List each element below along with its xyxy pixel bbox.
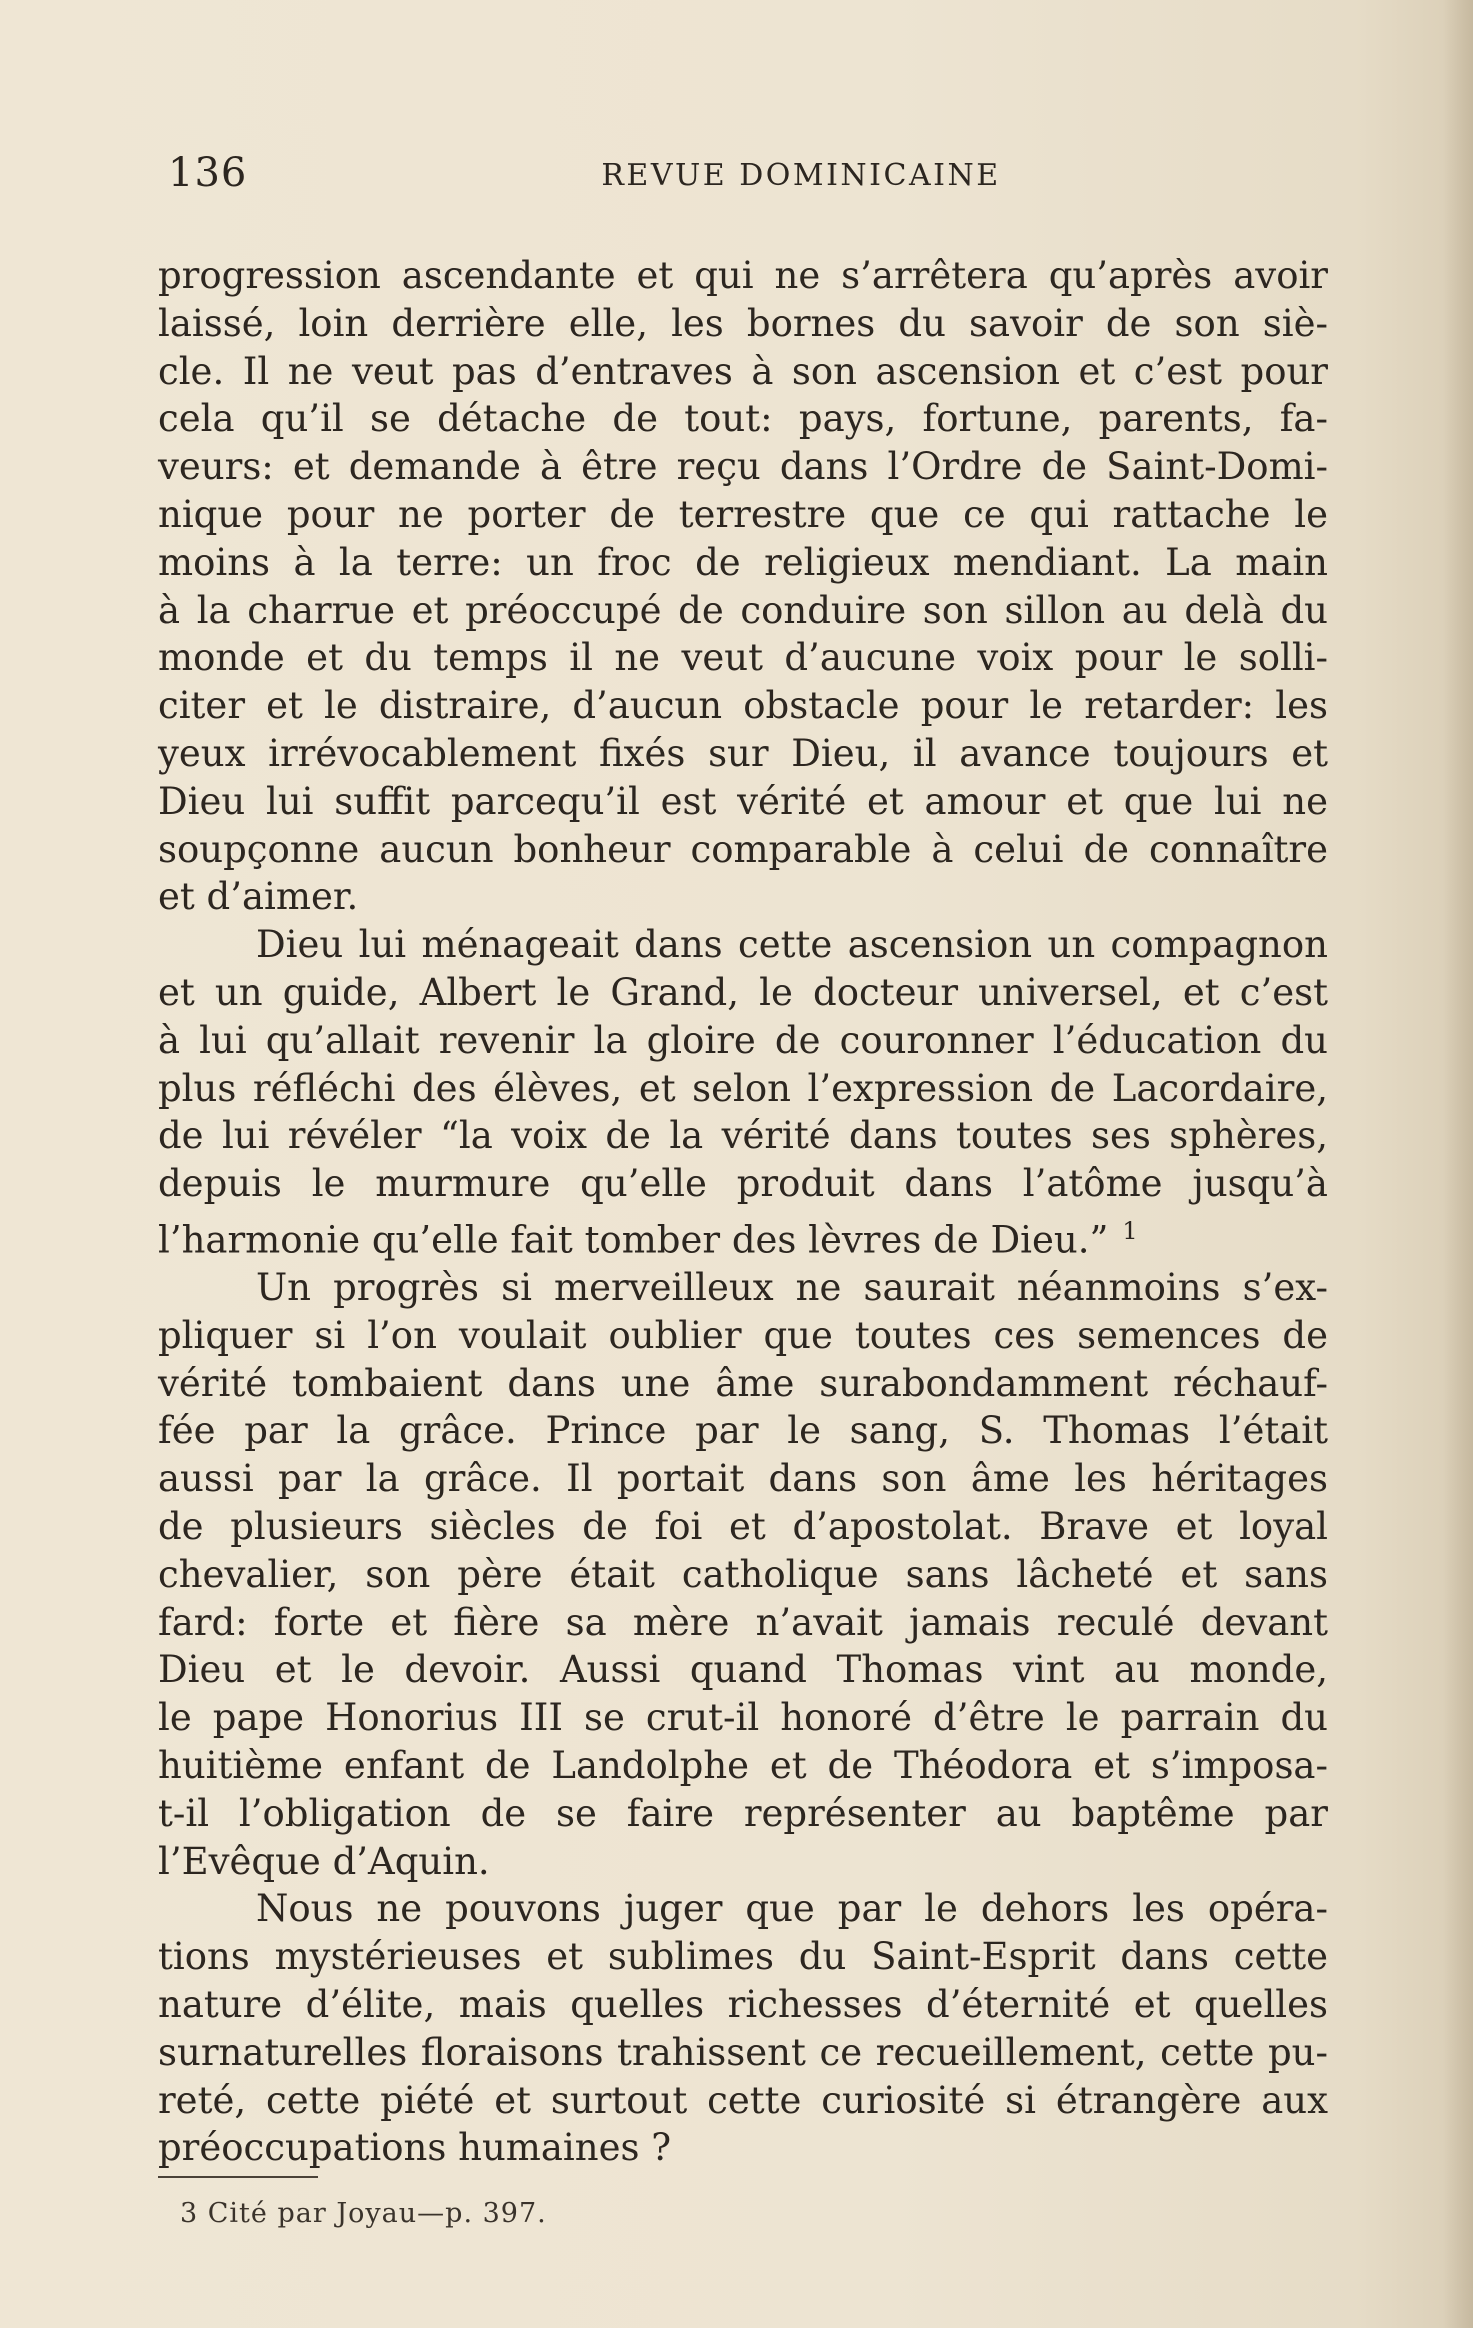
text-line: laissé, loin derrière elle, les bornes du savoir de son siè- — [158, 301, 1328, 345]
paragraph — [158, 921, 1328, 1264]
page-edge-shadow — [1443, 0, 1473, 2328]
text-line: Un progrès si merveilleux ne saurait néanmoins s’ex- — [256, 1266, 1328, 1310]
text-line: préoccupations humaines ? — [158, 2126, 672, 2170]
text-line: huitième enfant de Landolphe et de Théodora et s’imposa- — [158, 1744, 1328, 1788]
text-line: Dieu et le devoir. Aussi quand Thomas vint au monde, — [158, 1648, 1328, 1692]
text-line: tions mystérieuses et sublimes du Saint-Esprit dans cette — [158, 1935, 1328, 1979]
text-line: veurs: et demande à être reçu dans l’Ordre de Saint-Domi- — [158, 445, 1328, 489]
text-line: l’harmonie qu’elle fait tomber des lèvres de Dieu.” $^1$ — [158, 1216, 1138, 1262]
text-line: monde et du temps il ne veut d’aucune voix pour le solli- — [158, 636, 1328, 680]
text-line: yeux irrévocablement fixés sur Dieu, il avance toujours et — [158, 731, 1328, 775]
footnote: 3 Cité par Joyau—p. 397. — [180, 2198, 547, 2229]
text-line: moins à la terre: un froc de religieux mendiant. La main — [158, 540, 1328, 584]
text-line: Nous ne pouvons juger que par le dehors les opéra- — [256, 1887, 1328, 1931]
text-line: nique pour ne porter de terrestre que ce qui rattache le — [158, 492, 1328, 536]
paragraph — [158, 252, 1328, 921]
text-line: cle. Il ne veut pas d’entraves à son ascension et c’est pour — [158, 349, 1328, 393]
text-line: chevalier, son père était catholique sans lâcheté et sans — [158, 1552, 1328, 1596]
text-line: Dieu lui ménageait dans cette ascension un compagnon — [256, 923, 1328, 967]
text-line: l’Evêque d’Aquin. — [158, 1839, 490, 1883]
footnote-reference[interactable]: 1 — [1122, 1216, 1138, 1245]
text-line: à la charrue et préoccupé de conduire son sillon au delà du — [158, 588, 1328, 632]
text-line: soupçonne aucun bonheur comparable à celui de connaître — [158, 827, 1328, 871]
text-line: le pape Honorius III se crut-il honoré d’être le parrain du — [158, 1696, 1328, 1740]
text-line: Dieu lui suffit parcequ’il est vérité et amour et que lui ne — [158, 779, 1328, 823]
text-line: aussi par la grâce. Il portait dans son âme les héritages — [158, 1457, 1328, 1501]
text-line: depuis le murmure qu’elle produit dans l’atôme jusqu’à — [158, 1162, 1328, 1206]
text-line: à lui qu’allait revenir la gloire de couronner l’éducation du — [158, 1018, 1328, 1062]
page-header — [158, 150, 1314, 202]
text-line: reté, cette piété et surtout cette curiosité si étrangère aux — [158, 2078, 1328, 2122]
paragraph — [158, 1264, 1328, 1885]
text-line: plus réfléchi des élèves, et selon l’expression de Lacordaire, — [158, 1066, 1328, 1110]
running-title: REVUE DOMINICAINE — [601, 158, 1001, 193]
text-line: de plusieurs siècles de foi et d’apostolat. Brave et loyal — [158, 1505, 1328, 1549]
text-line: progression ascendante et qui ne s’arrêtera qu’après avoir — [158, 254, 1328, 297]
body-text — [158, 252, 1328, 2172]
text-line: fard: forte et fière sa mère n’avait jamais reculé devant — [158, 1600, 1328, 1644]
text-line: vérité tombaient dans une âme surabondamment réchauf- — [158, 1361, 1328, 1405]
text-line: t-il l’obligation de se faire représenter au baptême par — [158, 1791, 1328, 1835]
page-number: 136 — [168, 150, 248, 196]
paragraph — [158, 1885, 1328, 2172]
text-line: et d’aimer. — [158, 875, 359, 919]
text-line: pliquer si l’on voulait oublier que toutes ces semences de — [158, 1313, 1328, 1357]
text-line: cela qu’il se détache de tout: pays, fortune, parents, fa- — [158, 397, 1328, 441]
text-line: surnaturelles floraisons trahissent ce recueillement, cette pu- — [158, 2030, 1328, 2074]
text-line: citer et le distraire, d’aucun obstacle pour le retarder: les — [158, 684, 1328, 728]
text-line: nature d’élite, mais quelles richesses d’éternité et quelles — [158, 1983, 1328, 2027]
text-line: fée par la grâce. Prince par le sang, S. Thomas l’était — [158, 1409, 1328, 1453]
footnote-rule — [158, 2176, 318, 2178]
text-line: de lui révéler “la voix de la vérité dans toutes ses sphères, — [158, 1114, 1328, 1158]
text-line: et un guide, Albert le Grand, le docteur universel, et c’est — [158, 970, 1328, 1014]
